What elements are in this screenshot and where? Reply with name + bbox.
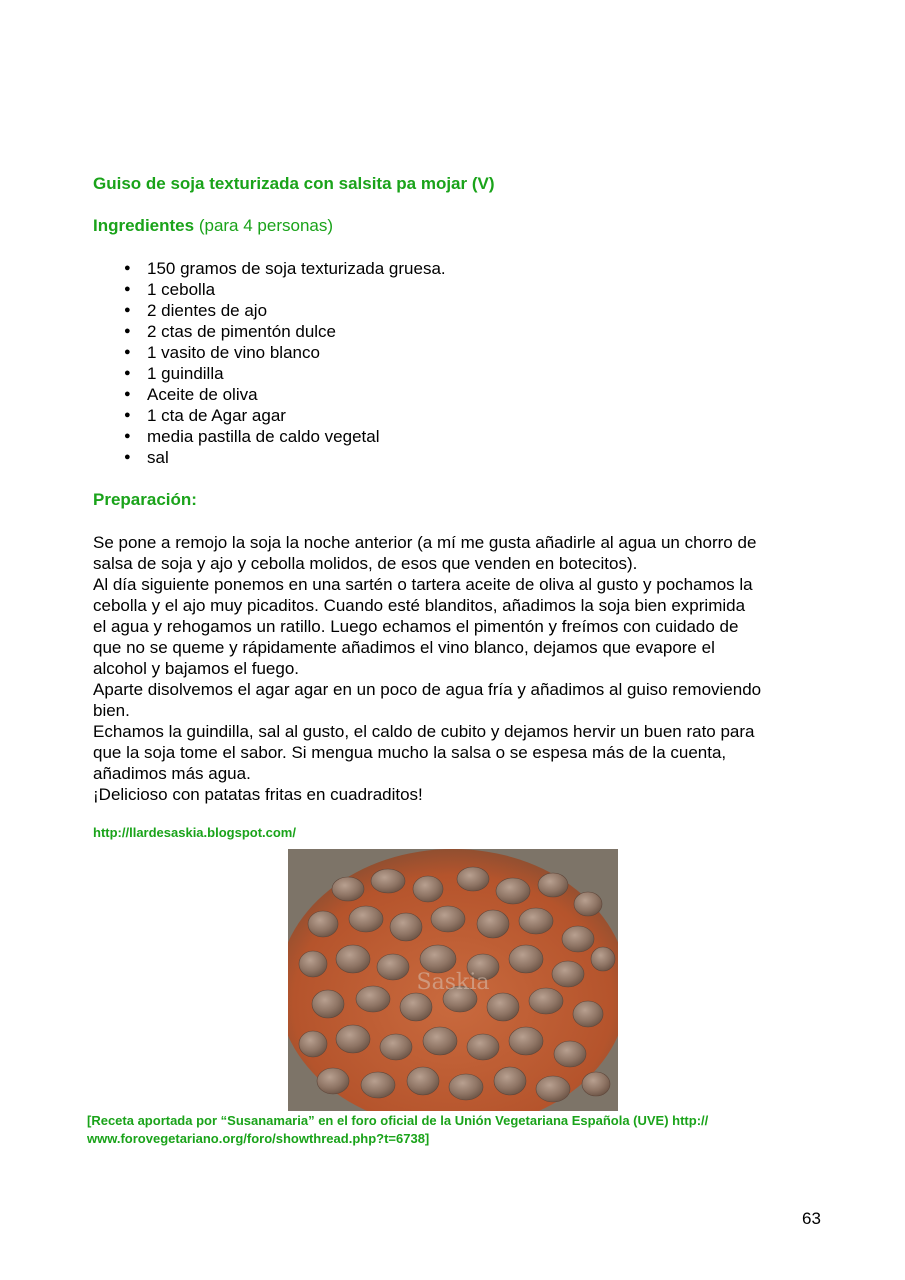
ingredient-text: 1 cebolla [147, 280, 216, 299]
preparation-line: alcohol y bajamos el fuego. [93, 659, 300, 678]
bullet-icon: ● [124, 262, 131, 274]
stew-illustration [288, 849, 618, 1111]
preparation-line: Echamos la guindilla, sal al gusto, el caldo de cubito y dejamos hervir un buen rato para [93, 722, 755, 741]
source-link[interactable]: http://llardesaskia.blogspot.com/ [93, 825, 296, 840]
ingredient-text: sal [147, 448, 169, 467]
list-item [120, 363, 446, 384]
credit-line: [Receta aportada por “Susanamaria” en el foro oficial de la Unión Vegetariana Española (UVE) http:// [87, 1113, 709, 1128]
preparation-line: el agua y rehogamos un ratillo. Luego echamos el pimentón y freímos con cuidado de [93, 617, 739, 636]
photo-watermark: Saskia [416, 970, 490, 995]
bullet-icon: ● [124, 367, 131, 379]
ingredient-text: 1 vasito de vino blanco [147, 343, 320, 362]
list-item [120, 426, 446, 447]
preparation-line: Al día siguiente ponemos en una sartén o tartera aceite de oliva al gusto y pochamos la [93, 575, 753, 594]
ingredients-heading [93, 216, 333, 236]
ingredient-text: 150 gramos de soja texturizada gruesa. [147, 259, 446, 278]
preparation-line: añadimos más agua. [93, 764, 251, 783]
preparation-line: que la soja tome el sabor. Si mengua mucho la salsa o se espesa más de la cuenta, [93, 743, 727, 762]
credit-line: www.forovegetariano.org/foro/showthread.php?t=6738] [87, 1131, 430, 1146]
preparation-line: Se pone a remojo la soja la noche anterior (a mí me gusta añadirle al agua un chorro de [93, 533, 757, 552]
page-number: 63 [802, 1209, 821, 1228]
preparation-line: cebolla y el ajo muy picaditos. Cuando esté blanditos, añadimos la soja bien exprimida [93, 596, 746, 615]
preparation-line: bien. [93, 701, 130, 720]
preparation-line: salsa de soja y ajo y cebolla molidos, de esos que venden en botecitos). [93, 554, 638, 573]
ingredients-label: Ingredientes [93, 216, 195, 235]
list-item [120, 384, 446, 405]
bullet-icon: ● [124, 409, 131, 421]
bullet-icon: ● [124, 430, 131, 442]
list-item [120, 279, 446, 300]
list-item [120, 342, 446, 363]
ingredients-note: (para 4 personas) [198, 216, 334, 235]
ingredient-list [120, 258, 446, 468]
ingredient-text: Aceite de oliva [147, 385, 258, 404]
preparation-text [93, 532, 823, 805]
list-item [120, 321, 446, 342]
recipe-photo [288, 849, 618, 1111]
ingredient-text: 1 cta de Agar agar [147, 406, 286, 425]
list-item [120, 447, 446, 468]
bullet-icon: ● [124, 283, 131, 295]
ingredient-text: 2 dientes de ajo [147, 301, 268, 320]
ingredient-text: media pastilla de caldo vegetal [147, 427, 380, 446]
bullet-icon: ● [124, 325, 131, 337]
bullet-icon: ● [124, 451, 131, 463]
bullet-icon: ● [124, 388, 131, 400]
preparation-line: ¡Delicioso con patatas fritas en cuadraditos! [93, 785, 423, 804]
bullet-icon: ● [124, 304, 131, 316]
ingredient-text: 1 guindilla [147, 364, 224, 383]
bullet-icon: ● [124, 346, 131, 358]
recipe-title: Guiso de soja texturizada con salsita pa mojar (V) [93, 174, 495, 193]
list-item [120, 258, 446, 279]
list-item [120, 405, 446, 426]
preparation-line: que no se queme y rápidamente añadimos el vino blanco, dejamos que evapore el [93, 638, 715, 657]
ingredient-text: 2 ctas de pimentón dulce [147, 322, 337, 341]
recipe-credit [87, 1112, 827, 1148]
list-item [120, 300, 446, 321]
preparation-heading: Preparación: [93, 490, 197, 509]
preparation-line: Aparte disolvemos el agar agar en un poco de agua fría y añadimos al guiso removiendo [93, 680, 762, 699]
